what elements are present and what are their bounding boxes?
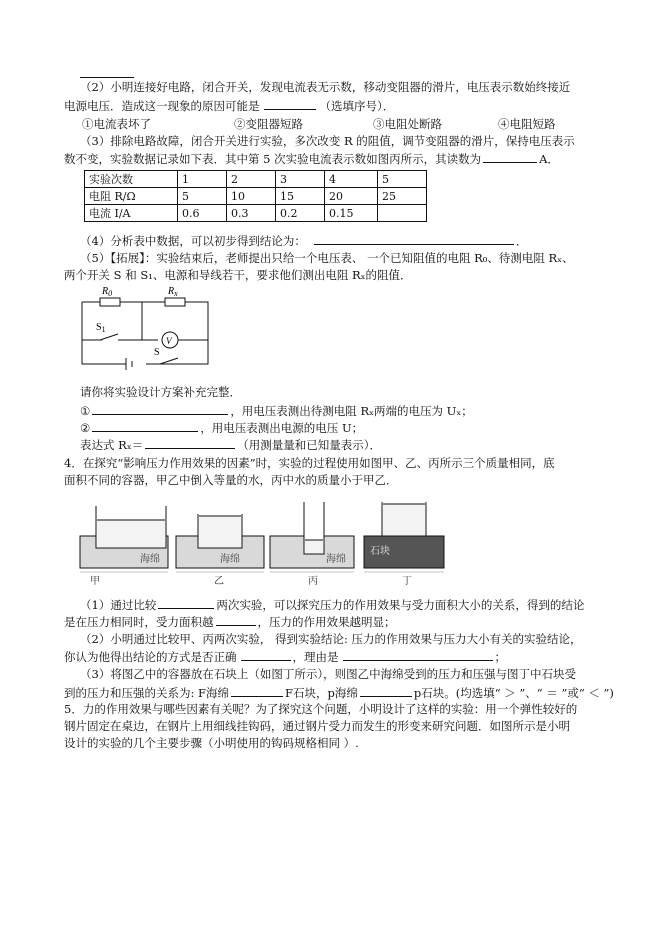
q5-stem-line1: 5．力的作用效果与哪些因素有关呢？为了探究这个问题，小明设计了这样的实验：用一个弹性较好的 — [64, 702, 578, 716]
table-cell: 0.6 — [178, 205, 227, 222]
q4-sub1-line2: 是在压力相同时，受力面积越 ，压力的作用效果越明显； — [64, 615, 396, 629]
label-jia: 甲 — [90, 576, 100, 587]
table-cell: 0.15 — [325, 205, 378, 222]
q3-part3-line2: 数不变，实验数据记录如下表．其中第 5 次实验电流表示数如图丙所示，其读数为 A． — [64, 152, 559, 166]
table-cell: 15 — [276, 188, 325, 205]
label-sponge: 海绵 — [220, 554, 240, 565]
resistor-r0 — [100, 298, 120, 306]
q3-part5-line1: （5）【拓展】：实验结束后，老师提出只给一个电压表、 一个已知阻值的电阻 R₀、待测电阻 Rₓ、 — [80, 251, 574, 265]
answer-blank[interactable] — [241, 649, 291, 661]
table-cell: 5 — [378, 171, 427, 188]
circuit-diagram — [70, 282, 220, 372]
answer-blank[interactable] — [360, 685, 412, 697]
table-row — [85, 171, 427, 188]
answer-blank[interactable] — [314, 233, 514, 245]
table-cell: 20 — [325, 188, 378, 205]
q3-step1: ① ，用电压表测出待测电阻 Rₓ两端的电压为 Uₓ； — [80, 404, 473, 418]
table-cell: 电阻 R/Ω — [85, 188, 178, 205]
table-cell[interactable] — [378, 205, 427, 222]
q4-sub2-line1: （2）小明通过比较甲、丙两次实验， 得到实验结论: 压力的作用效果与压力大小有关的实验结论， — [80, 632, 582, 646]
table-cell: 电流 I/A — [85, 205, 178, 222]
answer-blank[interactable] — [216, 614, 256, 626]
table-cell: 3 — [276, 171, 325, 188]
q4-sub3-line2: 到的压力和压强的关系为: F海绵 F石块，p海绵 p石块。(均选填“ ＞ ”、“ ＝ ”或“ ＜ ”) — [64, 686, 614, 700]
q3-option-4: ④电阻短路 — [498, 117, 556, 131]
answer-blank[interactable] — [231, 685, 283, 697]
label-rx: $R_x$ — [168, 286, 178, 298]
table-cell: 10 — [227, 188, 276, 205]
q3-part3-line1: （3）排除电路故障，闭合开关进行实验，多次改变 R 的阻值，调节变阻器的滑片，保持电压表示 — [80, 134, 575, 148]
q3-part2-line1: （2）小明连接好电路，闭合开关，发现电流表无示数，移动变阻器的滑片，电压表示数始终接近 — [80, 80, 571, 94]
answer-blank[interactable] — [158, 597, 214, 609]
q4-sub1-line1: （1）通过比较 两次实验，可以探究压力的作用效果与受力面积大小的关系，得到的结论 — [80, 598, 585, 612]
q3-option-1: ①电流表坏了 — [82, 117, 151, 131]
label-s: S — [154, 347, 160, 358]
label-stone: 石块 — [370, 546, 390, 557]
table-cell: 5 — [178, 188, 227, 205]
label-sponge: 海绵 — [326, 554, 346, 565]
table-cell: 0.2 — [276, 205, 325, 222]
label-sponge: 海绵 — [140, 554, 160, 565]
q3-complete-prompt: 请你将实验设计方案补充完整． — [80, 385, 241, 399]
q3-expression: 表达式 Rₓ＝ （用测量量和已知量表示）． — [80, 438, 381, 452]
table-cell: 25 — [378, 188, 427, 205]
q3-part5-line2: 两个开关 S 和 S₁、电源和导线若干，要求他们测出电阻 Rₓ的阻值． — [64, 268, 412, 282]
pressure-experiment-figures — [70, 496, 450, 596]
resistor-rx — [165, 298, 185, 306]
q4-stem-line1: 4．在探究“影响压力作用效果的因素”时，实验的过程使用如图甲、乙、丙所示三个质量相同，底 — [64, 456, 555, 470]
table-cell: 1 — [178, 171, 227, 188]
label-bing: 丙 — [308, 576, 318, 587]
label-s1: $S_1$ — [96, 322, 106, 334]
table-row — [85, 205, 427, 222]
label-voltmeter: V — [166, 336, 172, 346]
label-r0: $R_0$ — [102, 286, 113, 298]
answer-blank[interactable] — [145, 437, 235, 449]
q3-part2-line2: 电源电压．造成这一现象的原因可能是 （选填序号）． — [64, 99, 395, 113]
table-cell: 实验次数 — [85, 171, 178, 188]
answer-blank[interactable] — [483, 151, 537, 163]
answer-blank[interactable] — [92, 420, 198, 432]
table-cell: 0.3 — [227, 205, 276, 222]
table-cell: 4 — [325, 171, 378, 188]
q4-sub2-line2: 你认为他得出结论的方式是否正确 ，理由是 ； — [64, 650, 506, 664]
q4-sub3-line1: （3）将图乙中的容器放在石块上（如图丁所示），则图乙中海绵受到的压力和压强与图丁中石块受 — [80, 667, 577, 681]
q3-option-2: ②变阻器短路 — [234, 117, 303, 131]
q3-step2: ② ，用电压表测出电源的电压 U； — [80, 421, 364, 435]
q3-part4: （4）分析表中数据，可以初步得到结论为： ． — [80, 234, 528, 248]
q5-stem-line3: 设计的实验的几个主要步骤（小明使用的钩码规格相同 ）. — [64, 736, 359, 750]
table-cell: 2 — [227, 171, 276, 188]
data-table — [84, 170, 427, 222]
table-row — [85, 188, 427, 205]
answer-blank[interactable] — [343, 649, 493, 661]
answer-blank[interactable] — [264, 98, 316, 110]
label-yi: 乙 — [214, 576, 224, 587]
q5-stem-line2: 钢片固定在桌边，在钢片上用细线挂钩码，通过钢片受力而发生的形变来研究问题．如图所示是小明 — [64, 719, 570, 733]
label-ding: 丁 — [402, 576, 412, 587]
answer-blank[interactable] — [92, 403, 228, 415]
q4-stem-line2: 面积不同的容器，甲乙中倒入等量的水，丙中水的质量小于甲乙． — [64, 473, 398, 487]
q3-option-3: ③电阻处断路 — [373, 117, 442, 131]
answer-blank-top[interactable] — [80, 66, 134, 78]
